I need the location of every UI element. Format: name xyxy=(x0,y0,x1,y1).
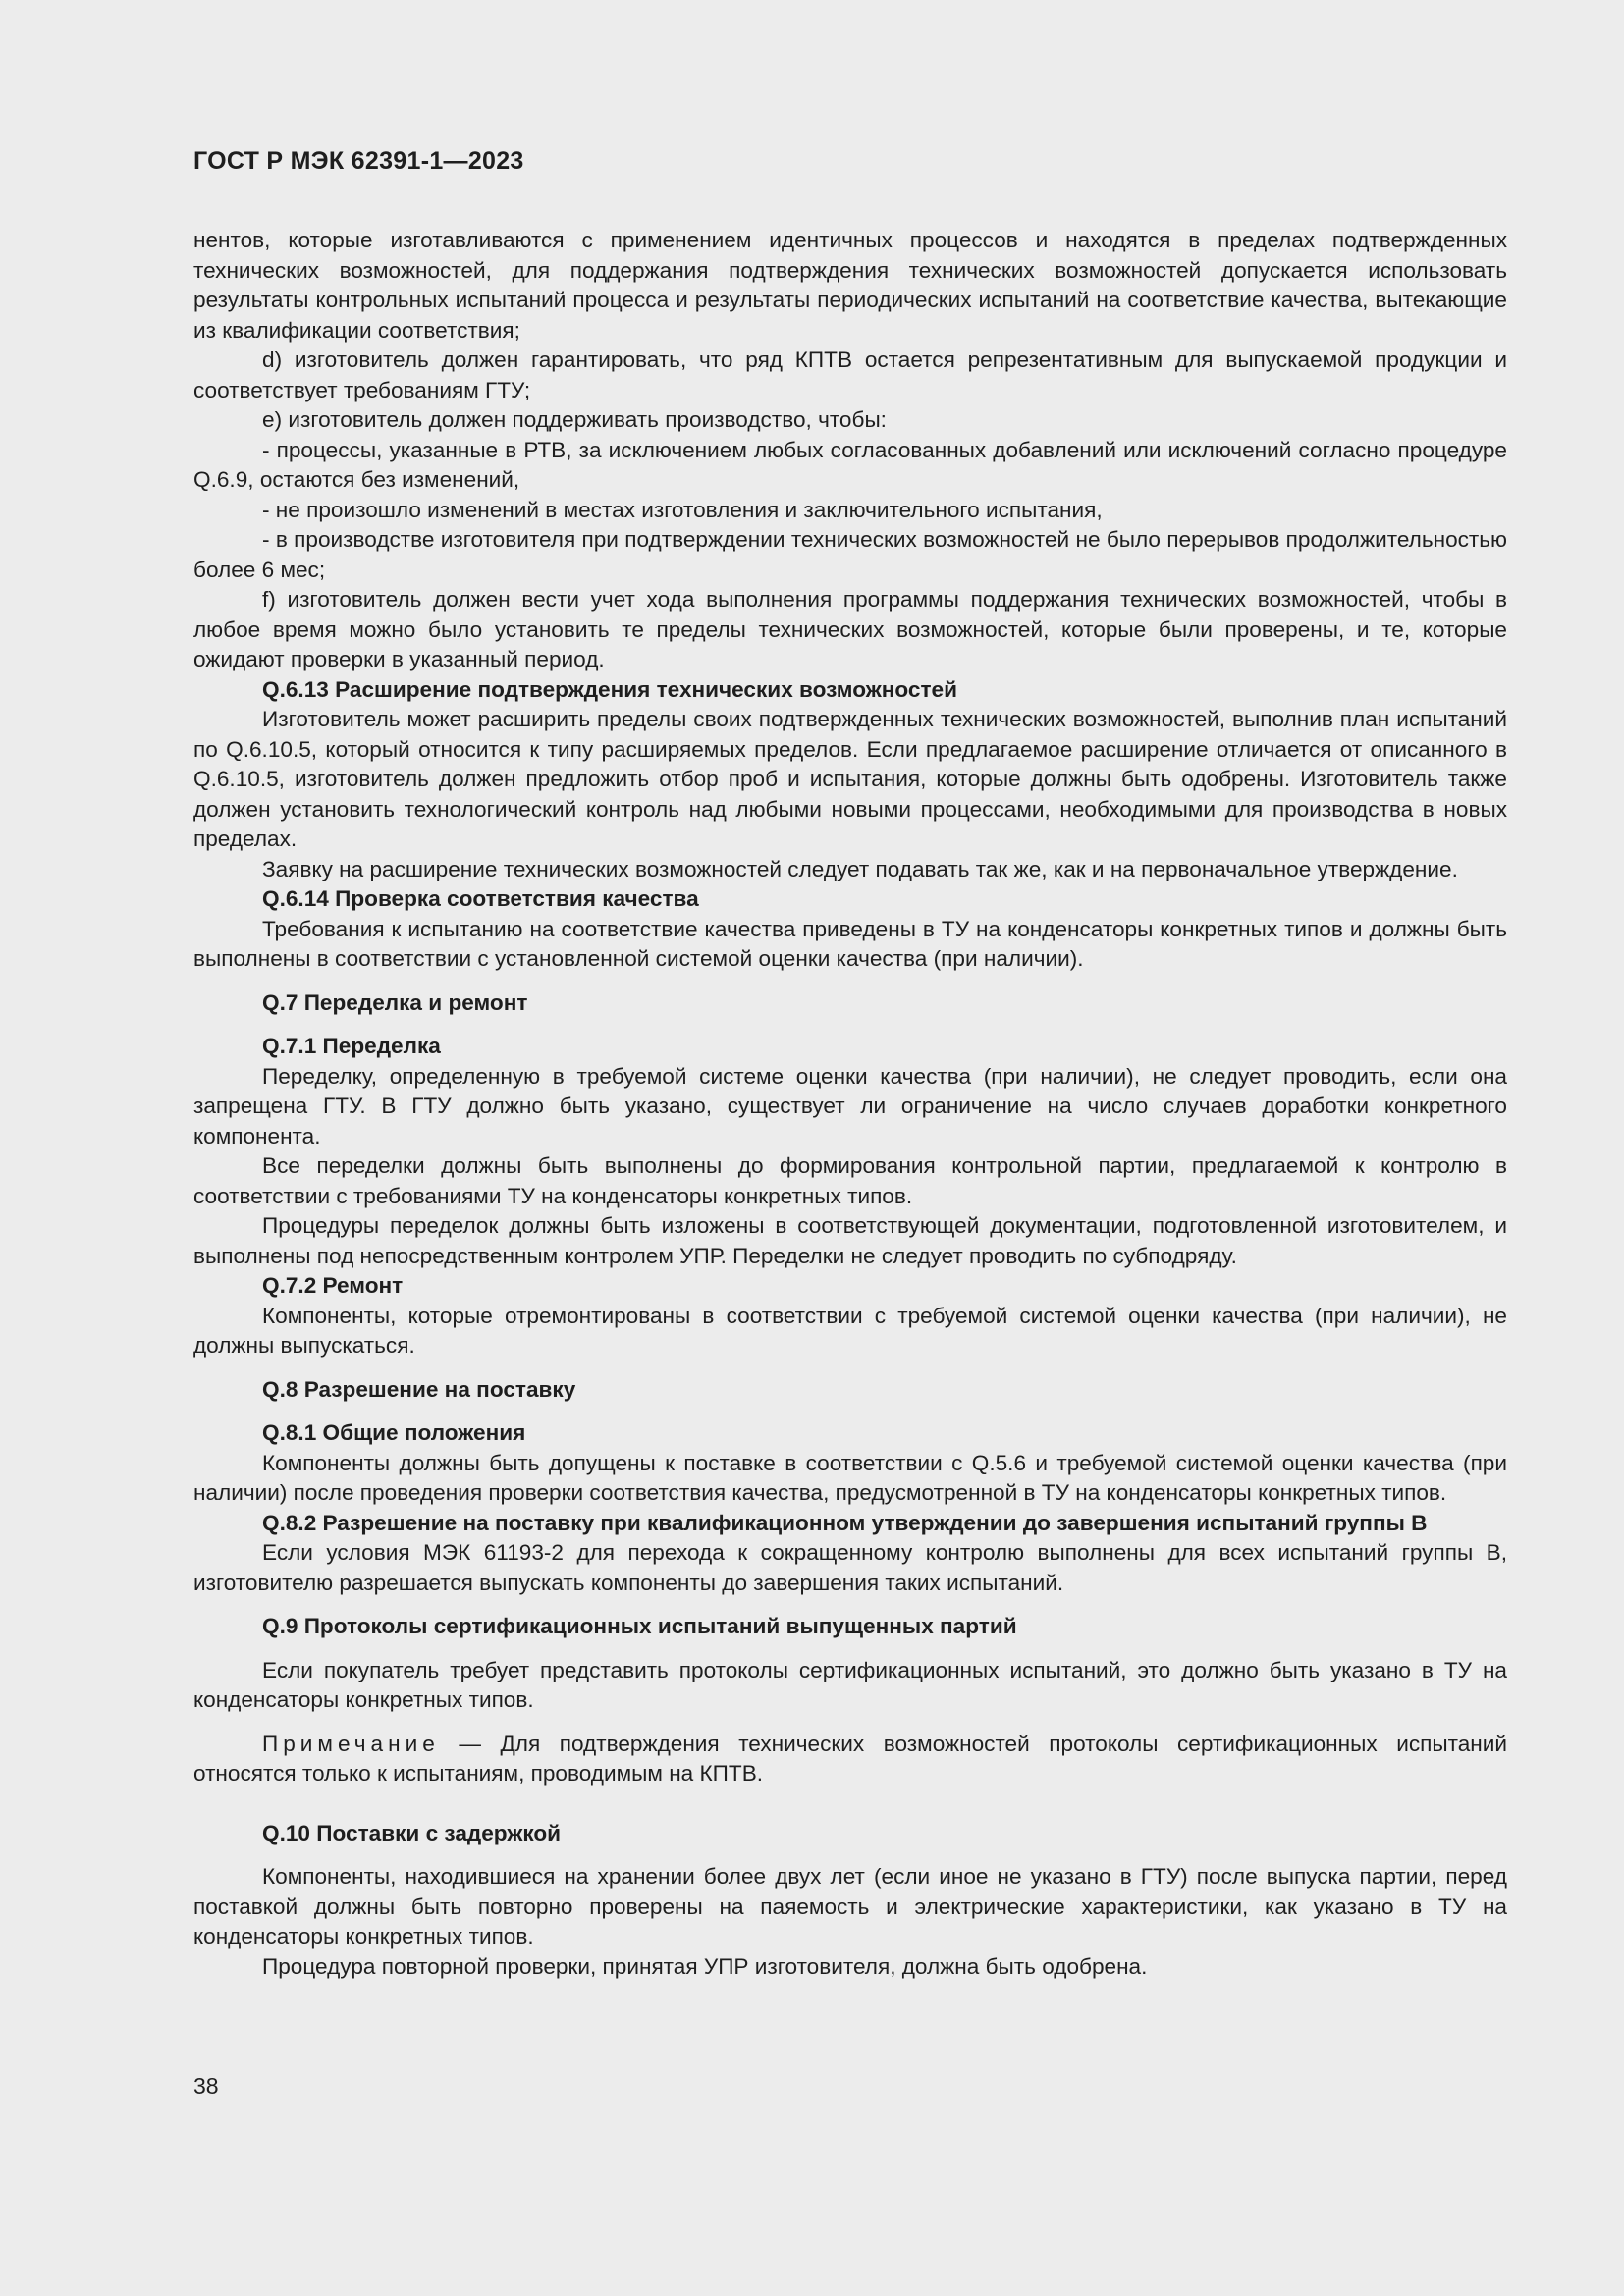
heading-q-8: Q.8 Разрешение на поставку xyxy=(262,1376,576,1402)
list-item-f: f) изготовитель должен вести учет хода выполнения программы поддержания технических возможностей, чтобы в любое время можно было установить те пределы технических возможностей, которые были проверены, и те, которые ожидают проверки в указанный период. xyxy=(193,587,1507,671)
page-number: 38 xyxy=(193,2073,219,2099)
heading-q-8-1: Q.8.1 Общие положения xyxy=(262,1420,526,1445)
document-body xyxy=(193,226,1507,1982)
paragraph: Если условия МЭК 61193-2 для перехода к сокращенному контролю выполнены для всех испытаний группы В, изготовителю разрешается выпускать компоненты до завершения таких испытаний. xyxy=(193,1540,1507,1595)
paragraph: Компоненты, которые отремонтированы в соответствии с требуемой системой оценки качества (при наличии), не должны выпускаться. xyxy=(193,1303,1507,1358)
paragraph: Изготовитель может расширить пределы своих подтвержденных технических возможностей, выполнив план испытаний по Q.6.10.5, который относится к типу расширяемых пределов. Если предлагаемое расширение отличается от описанного в Q.6.10.5, изготовитель должен предложить отбор проб и испытания, которые должны быть одобрены. Изготовитель также должен установить технологический контроль над любыми новыми процессами, необходимыми для производства в новых пределах. xyxy=(193,707,1507,851)
paragraph: Заявку на расширение технических возможностей следует подавать так же, как и на первоначальное утверждение. xyxy=(262,856,1458,881)
note-text: — Для подтверждения технических возможностей протоколы сертификационных испытаний относятся только к испытаниям, проводимым на КПТВ. xyxy=(193,1731,1507,1786)
heading-q-9: Q.9 Протоколы сертификационных испытаний выпущенных партий xyxy=(262,1614,1017,1638)
paragraph: Процедура повторной проверки, принятая УПР изготовителя, должна быть одобрена. xyxy=(262,1953,1148,1979)
heading-q-10: Q.10 Поставки с задержкой xyxy=(262,1820,562,1845)
list-item-e: e) изготовитель должен поддерживать производство, чтобы: xyxy=(262,407,887,432)
document-header: ГОСТ Р МЭК 62391-1—2023 xyxy=(193,147,524,175)
dash-item-2: - не произошло изменений в местах изготовления и заключительного испытания, xyxy=(262,497,1103,522)
dash-item-1: - процессы, указанные в РТВ, за исключением любых согласованных добавлений или исключений согласно процедуре Q.6.9, остаются без изменений, xyxy=(193,437,1507,492)
list-item-d: d) изготовитель должен гарантировать, что ряд КПТВ остается репрезентативным для выпускаемой продукции и соответствует требованиям ГТУ; xyxy=(193,347,1507,402)
note-lead: Примечание xyxy=(262,1731,440,1756)
heading-q-6-14: Q.6.14 Проверка соответствия качества xyxy=(262,886,699,911)
paragraph: Требования к испытанию на соответствие качества приведены в ТУ на конденсаторы конкретных типов и должны быть выполнены в соответствии с установленной системой оценки качества (при наличии). xyxy=(193,916,1507,971)
heading-q-8-2: Q.8.2 Разрешение на поставку при квалификационном утверждении до завершения испытаний группы В xyxy=(262,1510,1428,1535)
heading-q-6-13: Q.6.13 Расширение подтверждения технических возможностей xyxy=(262,676,957,702)
paragraph: Компоненты, находившиеся на хранении более двух лет (если иное не указано в ГТУ) после выпуска партии, перед поставкой должны быть повторно проверены на паяемость и электрические характеристики, как указано в ТУ на конденсаторы конкретных типов. xyxy=(193,1864,1507,1949)
note xyxy=(193,1730,1507,1789)
paragraph: Переделку, определенную в требуемой системе оценки качества (при наличии), не следует проводить, если она запрещена ГТУ. В ГТУ должно быть указано, существует ли ограничение на число случаев доработки конкретного компонента. xyxy=(193,1063,1507,1148)
heading-q-7-2: Q.7.2 Ремонт xyxy=(262,1273,404,1298)
paragraph: Процедуры переделок должны быть изложены в соответствующей документации, подготовленной изготовителем, и выполнены под непосредственным контролем УПР. Переделки не следует проводить по субподряду. xyxy=(193,1213,1507,1268)
heading-q-7-1: Q.7.1 Переделка xyxy=(262,1034,441,1058)
paragraph: Если покупатель требует представить протоколы сертификационных испытаний, это должно быть указано в ТУ на конденсаторы конкретных типов. xyxy=(193,1657,1507,1712)
heading-q-7: Q.7 Переделка и ремонт xyxy=(262,989,528,1015)
dash-item-3: - в производстве изготовителя при подтверждении технических возможностей не было перерывов продолжительностью более 6 мес; xyxy=(193,527,1507,582)
paragraph-continuation: нентов, которые изготавливаются с применением идентичных процессов и находятся в пределах подтвержденных технических возможностей, для поддержания подтверждения технических возможностей допускается использовать результаты контрольных испытаний процесса и результаты периодических испытаний на соответствие качества, вытекающие из квалификации соответствия; xyxy=(193,228,1507,343)
paragraph: Все переделки должны быть выполнены до формирования контрольной партии, предлагаемой к контролю в соответствии с требованиями ТУ на конденсаторы конкретных типов. xyxy=(193,1153,1507,1208)
paragraph: Компоненты должны быть допущены к поставке в соответствии с Q.5.6 и требуемой системой оценки качества (при наличии) после проведения проверки соответствия качества, предусмотренной в ТУ на конденсаторы конкретных типов. xyxy=(193,1450,1507,1505)
